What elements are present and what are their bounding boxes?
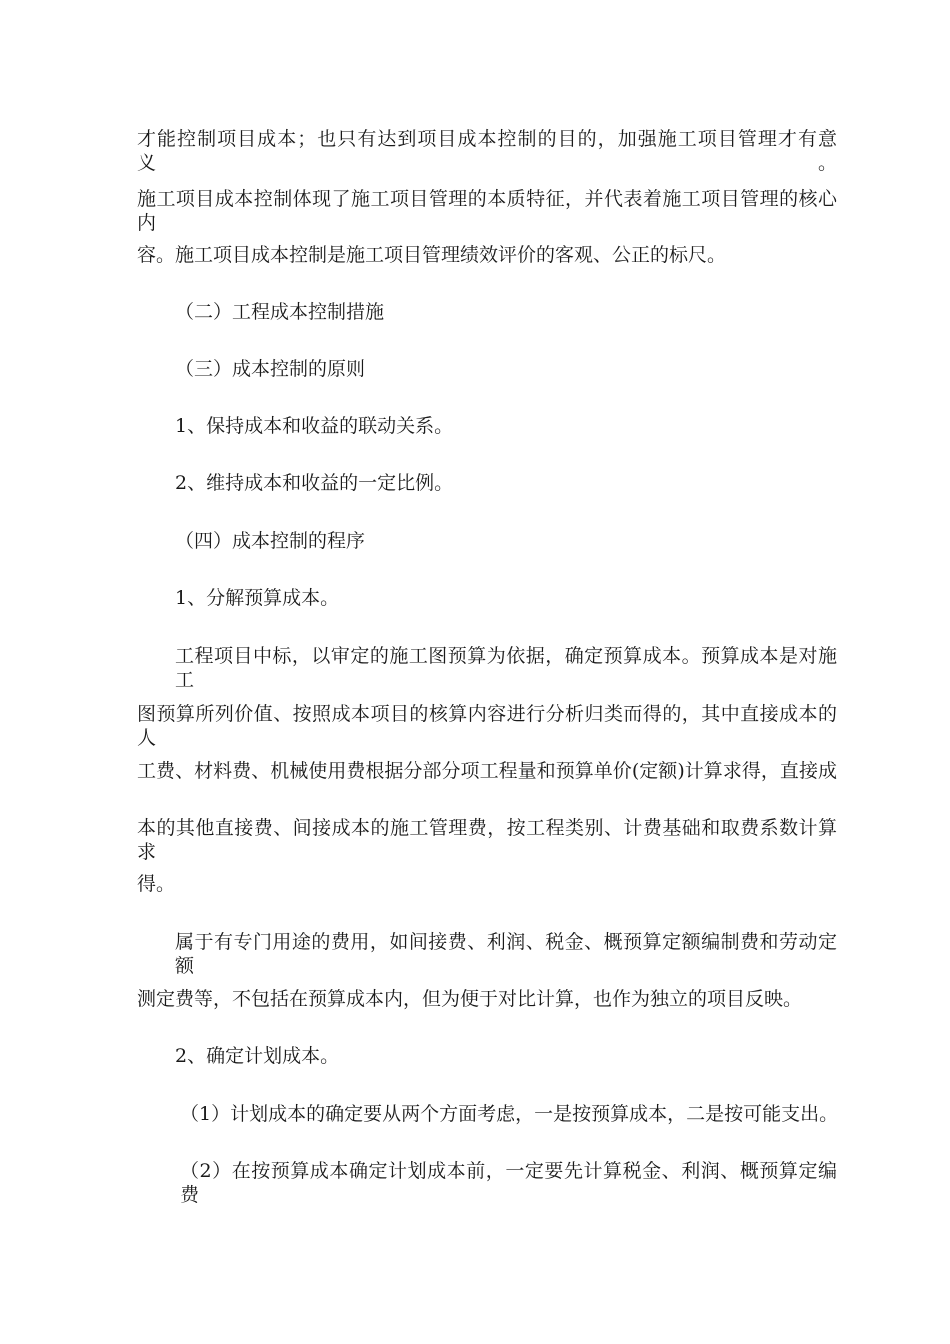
paragraph-line: 才能控制项目成本；也只有达到项目成本控制的目的，加强施工项目管理才有意义。 [137, 128, 837, 174]
paragraph-line: 施工项目成本控制体现了施工项目管理的本质特征，并代表着施工项目管理的核心内 [137, 188, 837, 234]
paragraph-line: 工程项目中标，以审定的施工图预算为依据，确定预算成本。预算成本是对施工 [175, 645, 837, 691]
paragraph-line: 属于有专门用途的费用，如间接费、利润、税金、概预算定额编制费和劳动定额 [175, 931, 837, 977]
section-heading: （四）成本控制的程序 [175, 530, 366, 552]
paragraph-line: 本的其他直接费、间接成本的施工管理费，按工程类别、计费基础和取费系数计算求 [137, 817, 837, 863]
paragraph-line: 得。 [137, 873, 176, 895]
list-item: 2、维持成本和收益的一定比例。 [175, 472, 454, 494]
list-item: 1、保持成本和收益的联动关系。 [175, 415, 454, 437]
section-heading: （二）工程成本控制措施 [175, 301, 385, 323]
paragraph-line: 测定费等，不包括在预算成本内，但为便于对比计算，也作为独立的项目反映。 [137, 988, 803, 1010]
list-item: （2）在按预算成本确定计划成本前，一定要先计算税金、利润、概预算定编费 [180, 1160, 837, 1206]
paragraph-line: 容。施工项目成本控制是施工项目管理绩效评价的客观、公正的标尺。 [137, 244, 727, 266]
list-item: 2、确定计划成本。 [175, 1045, 340, 1067]
list-item: 1、分解预算成本。 [175, 587, 340, 609]
section-heading: （三）成本控制的原则 [175, 358, 366, 380]
list-item: （1）计划成本的确定要从两个方面考虑，一是按预算成本，二是按可能支出。 [180, 1103, 839, 1125]
paragraph-line: 图预算所列价值、按照成本项目的核算内容进行分析归类而得的，其中直接成本的人 [137, 703, 837, 749]
paragraph-line: 工费、材料费、机械使用费根据分部分项工程量和预算单价(定额)计算求得，直接成 [137, 760, 837, 782]
